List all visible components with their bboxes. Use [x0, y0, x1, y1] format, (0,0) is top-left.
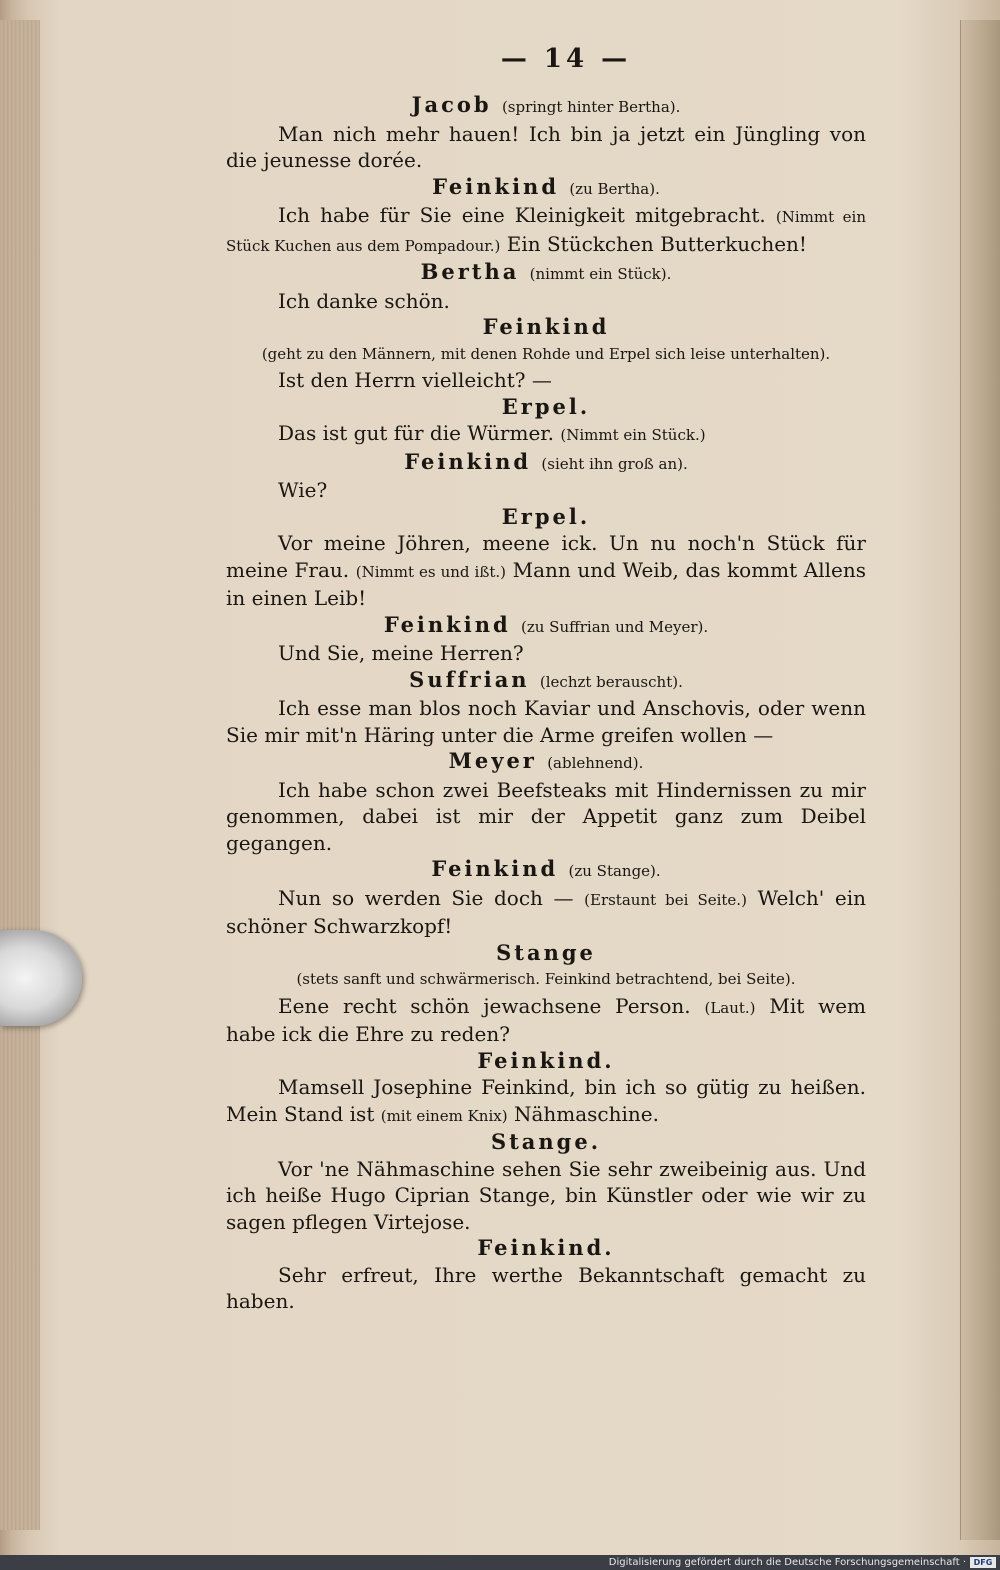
speaker-name: Feinkind [432, 173, 560, 199]
speaker-name: Stange. [490, 1129, 602, 1154]
page-clip [0, 930, 82, 1026]
stage-direction-line: (stets sanft und schwärmerisch. Feinkind betrachtend, bei Seite). [296, 970, 796, 988]
dialogue-text: Vor 'ne Nähmaschine sehen Sie sehr zweibeinig aus. Und ich heiße Hugo Ciprian Stange, bin Künstler oder wie wir zu sagen pflegen Virtejose. [226, 1156, 866, 1234]
dfg-logo: DFG [970, 1557, 996, 1568]
dialogue-line [226, 420, 866, 449]
dialogue-text: Eene recht schön jewachsene Person. [278, 993, 691, 1018]
speaker-name: Feinkind. [477, 1235, 615, 1260]
dialogue-line [226, 1262, 866, 1315]
dialogue-text: Ist den Herrn vielleicht? — [278, 368, 552, 392]
speaker-heading [226, 504, 866, 531]
dialogue-text: Und Sie, meine Herren? [278, 641, 524, 665]
speaker-name: Erpel. [501, 393, 591, 419]
stage-direction: (zu Stange). [568, 862, 661, 880]
dialogue-line [226, 530, 866, 612]
speaker-heading [226, 314, 866, 341]
dialogue-text: Mamsell Josephine Feinkind, bin ich so gütig zu heißen. Mein Stand ist [226, 1075, 866, 1126]
dialogue-text: Ich habe für Sie eine Kleinigkeit mitgebracht. [278, 203, 766, 227]
stage-direction: (springt hinter Bertha). [501, 98, 681, 116]
speaker-name: Suffrian [409, 666, 530, 692]
speaker-heading [226, 612, 866, 641]
speaker-heading [226, 1129, 866, 1156]
dialogue-line [226, 1074, 866, 1129]
dialogue-text: Nun so werden Sie doch — [278, 885, 574, 910]
stage-direction: (zu Bertha). [569, 179, 660, 198]
speaker-heading [226, 667, 866, 696]
stage-direction: (Erstaunt bei Seite.) [584, 890, 747, 909]
stage-direction: (ablehnend). [547, 754, 644, 772]
speaker-heading [226, 1235, 866, 1262]
dialogue-line [226, 993, 866, 1048]
dialogue-text-continued: Nähmaschine. [513, 1101, 659, 1126]
speaker-heading [226, 940, 866, 967]
stage-direction: (sieht ihn groß an). [541, 454, 688, 473]
stage-direction: (nimmt ein Stück). [529, 265, 672, 283]
stage-direction: (mit einem Knix) [380, 1106, 508, 1125]
dialogue-text: Das ist gut für die Würmer. [278, 421, 555, 445]
speaker-heading [226, 259, 866, 288]
dialogue-line [226, 640, 866, 667]
speaker-heading [226, 174, 866, 203]
stage-direction: (Laut.) [704, 998, 756, 1017]
speaker-name: Erpel. [501, 503, 591, 529]
dialogue-line [226, 202, 866, 259]
speaker-name: Feinkind [431, 856, 559, 881]
speaker-heading [226, 748, 866, 777]
page-content [226, 44, 866, 1315]
speaker-name: Bertha [420, 259, 520, 284]
stage-direction: (Nimmt ein Stück.) [560, 426, 706, 444]
stage-direction-line: (geht zu den Männern, mit denen Rohde und Erpel sich leise unterhalten). [261, 344, 831, 363]
dialogue-text: Vor meine Jöhren, meene ick. Un nu noch'n Stück für meine Frau. [226, 531, 866, 582]
speaker-name: Feinkind [383, 611, 511, 637]
speaker-name: Jacob [411, 92, 492, 117]
dialogue-text-continued: Ein Stückchen Butterkuchen! [506, 231, 807, 256]
dialogue-text: Sehr erfreut, Ihre werthe Bekanntschaft gemacht zu haben. [226, 1262, 866, 1313]
page-edges-right [960, 20, 1000, 1540]
speaker-heading [226, 449, 866, 478]
dialogue-text: Ich esse man blos noch Kaviar und Anschovis, oder wenn Sie mir mit'n Häring unter die Arme greifen wollen — [226, 696, 866, 747]
dialogue-line [226, 121, 866, 174]
speaker-name: Feinkind [404, 448, 532, 474]
dialogue-line [226, 477, 866, 504]
page-number: — 14 — [500, 44, 632, 74]
speaker-name: Feinkind [482, 314, 610, 339]
speaker-heading [226, 1048, 866, 1075]
dialogue-line [226, 777, 866, 857]
dialogue-line [226, 1156, 866, 1236]
footer-credit: Digitalisierung gefördert durch die Deutsche Forschungsgemeinschaft · [608, 1557, 966, 1568]
dialogue-line [226, 367, 866, 394]
stage-direction: (Nimmt es und ißt.) [355, 562, 506, 581]
dialogue-text-continued: Mann und Weib, das kommt Allens in einen Leib! [226, 557, 867, 610]
stage-direction: (zu Suffrian und Meyer). [520, 617, 709, 636]
dialogue-text: Wie? [278, 478, 328, 502]
footer-bar [0, 1555, 1000, 1570]
text-body [226, 92, 866, 1315]
stage-direction: (lechzt berauscht). [539, 672, 683, 691]
dialogue-text-continued: Mit wem habe ick die Ehre zu reden? [226, 993, 866, 1046]
dialogue-text: Ich danke schön. [278, 288, 450, 313]
stage-direction: (Nimmt ein Stück Kuchen aus dem Pompadour.) [226, 208, 866, 255]
page-edges-left [0, 20, 40, 1530]
speaker-name: Stange [496, 939, 596, 965]
dialogue-text: Ich habe schon zwei Beefsteaks mit Hindernissen zu mir genommen, dabei ist mir der Appetit ganz zum Deibel gegangen. [226, 777, 866, 855]
speaker-heading [226, 856, 866, 885]
dialogue-text: Man nich mehr hauen! Ich bin ja jetzt ein Jüngling von die jeunesse dorée. [226, 121, 866, 172]
dialogue-line [226, 695, 866, 748]
dialogue-text-continued: Welch' ein schöner Schwarzkopf! [226, 885, 867, 938]
speaker-name: Meyer [448, 748, 537, 773]
speaker-name: Feinkind. [477, 1047, 615, 1073]
dialogue-line [226, 288, 866, 315]
dialogue-line [226, 885, 866, 940]
speaker-heading [226, 92, 866, 121]
speaker-heading [226, 394, 866, 421]
